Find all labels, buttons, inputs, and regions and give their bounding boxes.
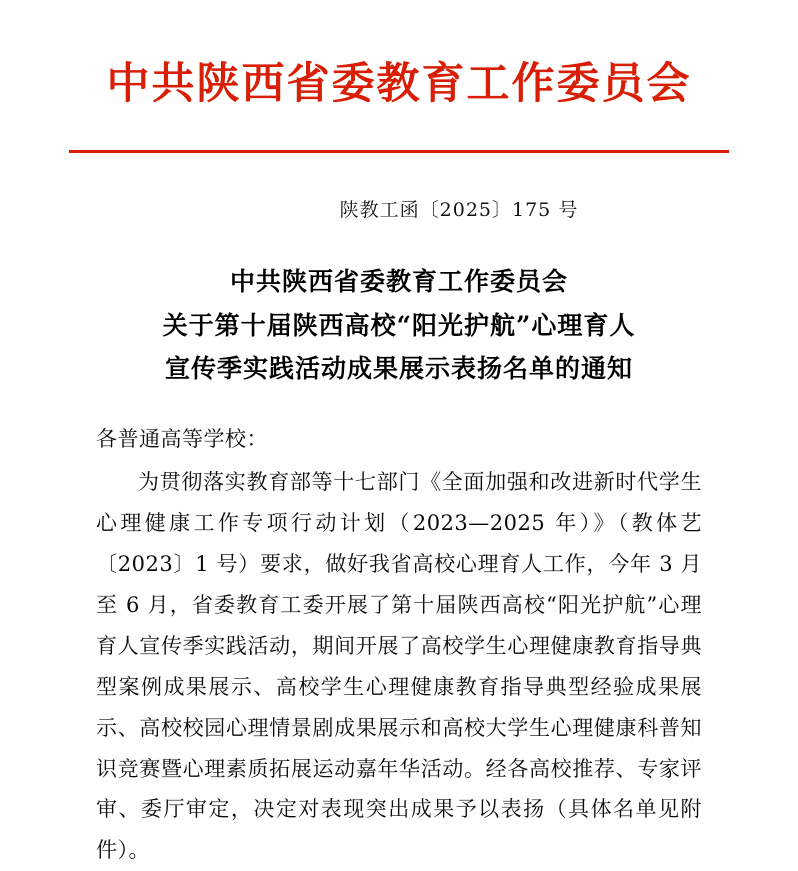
letterhead <box>0 0 798 112</box>
document-title-line-3: 宣传季实践活动成果展示表扬名单的通知 <box>164 354 633 384</box>
document-number: 陕教工函〔2025〕175 号 <box>339 198 579 221</box>
document-title <box>0 260 798 391</box>
document-title-line-2: 关于第十届陕西高校“阳光护航”心理育人 <box>162 310 636 340</box>
letterhead-title: 中共陕西省委教育工作委员会 <box>106 59 692 109</box>
body-paragraph-1: 为贯彻落实教育部等十七部门《全面加强和改进新时代学生心理健康工作专项行动计划（2023—2025 年）》（教体艺〔2023〕1 号）要求，做好我省高校心理育人工作，今年 3 月至 6 月，省委教育工委开展了第十届陕西高校“阳光护航”心理育人宣传季实践活动，期间开展了高校学生心理健康教育指导典型案例成果展示、高校学生心理健康教育指导典型经验成果展示、高校校园心理情景剧成果展示和高校大学生心理健康科普知识竞赛暨心理素质拓展运动嘉年华活动。经各高校推荐、专家评审、委厅审定，决定对表现突出成果予以表扬（具体名单见附件）。 <box>96 469 702 863</box>
document-body <box>96 419 702 871</box>
letterhead-divider <box>69 150 729 153</box>
salutation: 各普通高等学校： <box>96 427 268 451</box>
document-title-line-1: 中共陕西省委教育工作委员会 <box>229 266 568 296</box>
